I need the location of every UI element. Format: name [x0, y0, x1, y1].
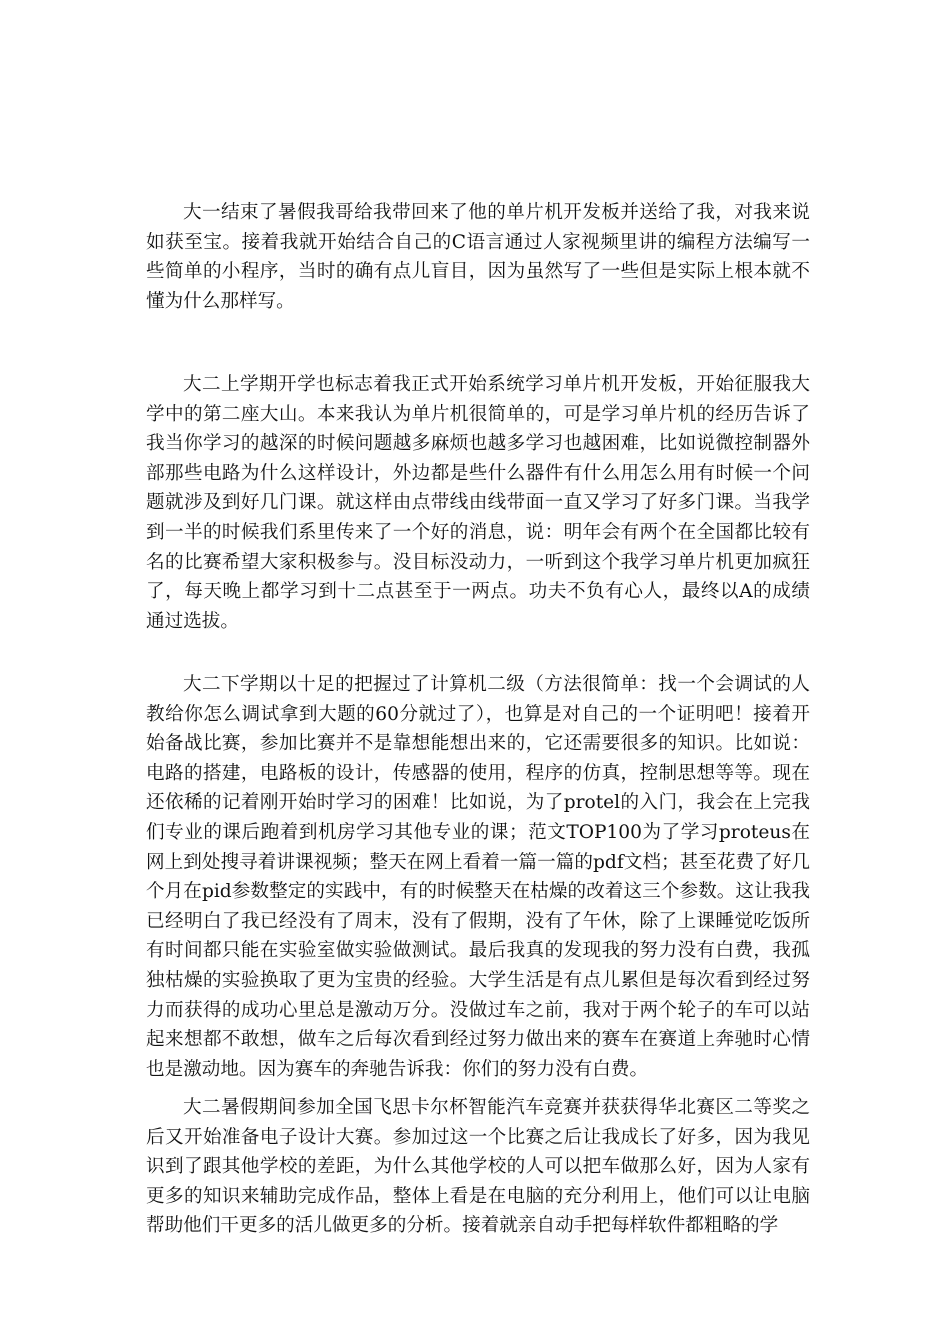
- paragraph-summer-after-freshman-year: 大一结束了暑假我哥给我带回来了他的单片机开发板并送给了我，对我来说如获至宝。接着我就开始结合自己的C语言通过人家视频里讲的编程方法编写一些简单的小程序，当时的确有点儿盲目，因为虽然写了一些但是实际上根本就不懂为什么那样写。: [146, 202, 810, 312]
- paragraph-sophomore-first-semester: 大二上学期开学也标志着我正式开始系统学习单片机开发板，开始征服我大学中的第二座大山。本来我认为单片机很简单的，可是学习单片机的经历告诉了我当你学习的越深的时候问题越多麻烦也越多学习也越困难，比如说微控制器外部那些电路为什么这样设计，外边都是些什么器件有什么用怎么用有时候一个问题就涉及到好几门课。就这样由点带线由线带面一直又学习了好多门课。当我学到一半的时候我们系里传来了一个好的消息，说：明年会有两个在全国都比较有名的比赛希望大家积极参与。没目标没动力，一听到这个我学习单片机更加疯狂了，每天晚上都学习到十二点甚至于一两点。功夫不负有心人，最终以A的成绩通过选拔。: [146, 374, 810, 632]
- paragraph-sophomore-summer: 大二暑假期间参加全国飞思卡尔杯智能汽车竞赛并获获得华北赛区二等奖之后又开始准备电子设计大赛。参加过这一个比赛之后让我成长了好多，因为我见识到了跟其他学校的差距，为什么其他学校的人可以把车做那么好，因为人家有更多的知识来辅助完成作品，整体上看是在电脑的充分利用上，他们可以让电脑帮助他们干更多的活儿做更多的分析。接着就亲自动手把每样软件都粗略的学: [146, 1097, 810, 1237]
- paragraph-sophomore-second-semester: 大二下学期以十足的把握过了计算机二级（方法很简单：找一个会调试的人教给你怎么调试拿到大题的60分就过了），也算是对自己的一个证明吧！接着开始备战比赛，参加比赛并不是靠想能想出来的，它还需要很多的知识。比如说：电路的搭建，电路板的设计，传感器的使用，程序的仿真，控制思想等等。现在还依稀的记着刚开始时学习的困难！比如说，为了protel的入门，我会在上完我们专业的课后跑着到机房学习其他专业的课；范文TOP100为了学习proteus在网上到处搜寻着讲课视频；整天在网上看着一篇一篇的pdf文档；甚至花费了好几个月在pid参数整定的实践中，有的时候整天在枯燥的改着这三个参数。这让我我已经明白了我已经没有了周末，没有了假期，没有了午休，除了上课睡觉吃饭所有时间都只能在实验室做实验做测试。最后我真的发现我的努力没有白费，我孤独枯燥的实验换取了更为宝贵的经验。大学生活是有点儿累但是每次看到经过努力而获得的成功心里总是激动万分。没做过车之前，我对于两个轮子的车可以站起来想都不敢想，做车之后每次看到经过努力做出来的赛车在赛道上奔驰时心情也是激动地。因为赛车的奔驰告诉我：你们的努力没有白费。: [146, 674, 810, 1080]
